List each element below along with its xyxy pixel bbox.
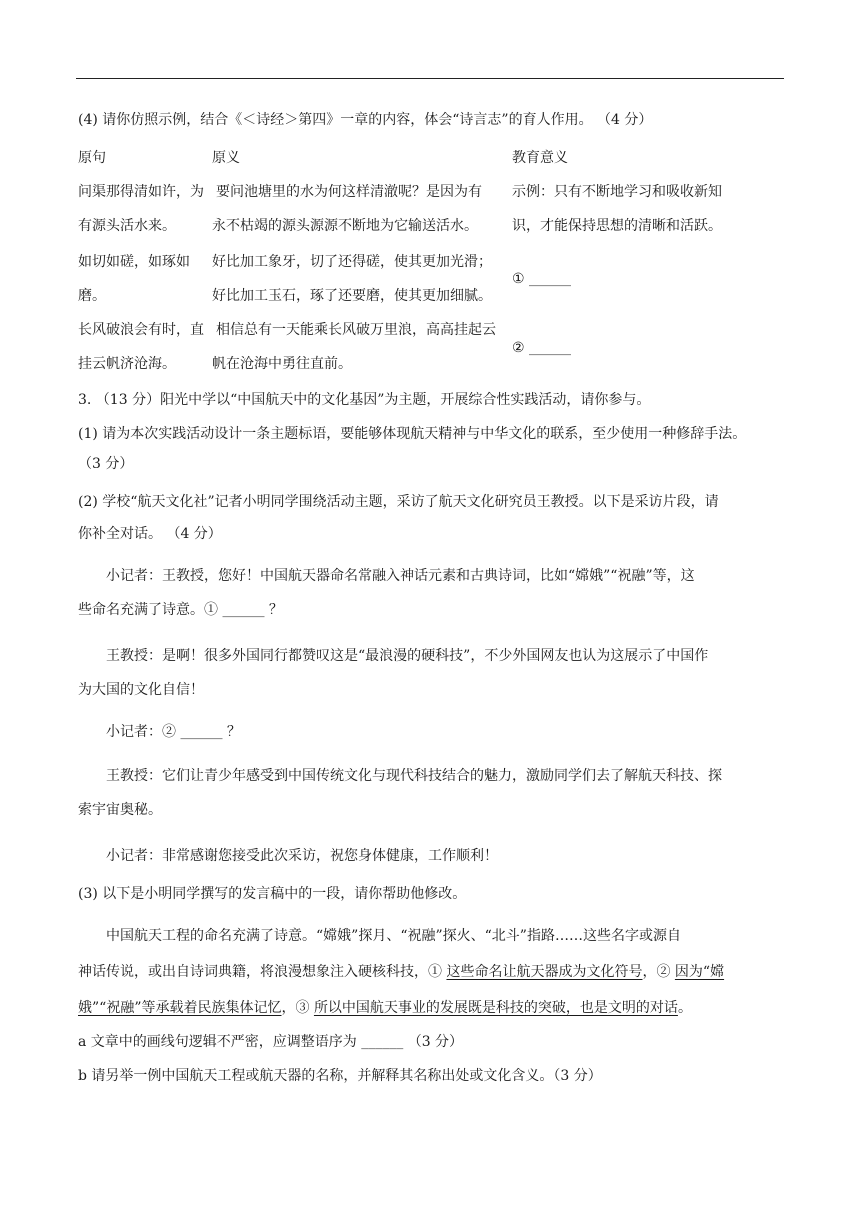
- table-header-meaning: 原义: [212, 150, 240, 166]
- table-cell: 有源头活水来。: [78, 218, 176, 234]
- passage-line-2: [78, 962, 724, 982]
- passage-line-1: 中国航天工程的命名充满了诗意。“嫦娥”探月、“祝融”探火、“北斗”指路……这些名字或源自: [106, 928, 681, 944]
- table-cell: 相信总有一天能乘长风破万里浪，高高挂起云: [216, 322, 496, 338]
- question-b: b 请另举一例中国航天工程或航天器的名称，并解释其名称出处或文化含义。（3 分）: [78, 1068, 602, 1084]
- passage-line-3: [78, 998, 692, 1018]
- dialog-line: 小记者：② ______ ？: [106, 724, 241, 740]
- q4-prompt: (4) 请你仿照示例，结合《＜诗经＞第四》一章的内容，体会“诗言志”的育人作用。 （4 分）: [78, 112, 653, 128]
- dialog-line: 王教授：是啊！很多外国同行都赞叹这是“最浪漫的硬科技”，不少外国网友也认为这展示了中国作: [106, 648, 709, 664]
- answer-blank-2[interactable]: ② ______: [512, 340, 572, 356]
- q3-part1: (1) 请为本次实践活动设计一条主题标语，要能够体现航天精神与中华文化的联系，至少使用一种修辞手法。: [78, 426, 747, 442]
- dialog-line: 王教授：它们让青少年感受到中国传统文化与现代科技结合的魅力，激励同学们去了解航天科技、探: [106, 768, 722, 784]
- table-cell: 帆在沧海中勇往直前。: [212, 356, 352, 372]
- q3-part1-score: （3 分）: [78, 456, 134, 472]
- underlined-sentence-1: 这些命名让航天器成为文化符号: [446, 964, 643, 980]
- q3-title: 3. （13 分）阳光中学以“中国航天中的文化基因”为主题，开展综合性实践活动，请你参与。: [78, 392, 651, 408]
- table-cell: 示例：只有不断地学习和吸收新知: [512, 184, 722, 200]
- table-header-original: 原句: [78, 150, 106, 166]
- dialog-line: 为大国的文化自信！: [78, 682, 204, 698]
- dialog-line: 小记者：王教授，您好！中国航天器命名常融入神话元素和古典诗词，比如“嫦娥”“祝融”等，这: [106, 568, 695, 584]
- q3-part2-cont: 你补全对话。 （4 分）: [78, 526, 222, 542]
- table-cell: 好比加工象牙，切了还得磋，使其更加光滑；: [212, 254, 492, 270]
- passage-text: 神话传说，或出自诗词典籍，将浪漫想象注入硬核科技，①: [78, 964, 447, 980]
- passage-text: 。: [677, 1000, 692, 1016]
- dialog-line: 小记者：非常感谢您接受此次采访，祝您身体健康，工作顺利！: [106, 848, 498, 864]
- underlined-sentence-2: 因为“嫦: [674, 964, 725, 980]
- passage-text: ，②: [642, 964, 675, 980]
- dialog-line: 索宇宙奥秘。: [78, 802, 162, 818]
- answer-blank-1[interactable]: ① ______: [512, 271, 572, 287]
- table-cell: 问渠那得清如许，为: [78, 184, 204, 200]
- table-header-education: 教育意义: [512, 150, 568, 166]
- question-a: a 文章中的画线句逻辑不严密，应调整语序为 ______ （3 分）: [78, 1034, 464, 1050]
- underlined-sentence-2-cont: 娥”“祝融”等承载着民族集体记忆: [78, 1000, 282, 1016]
- table-cell: 如切如磋，如琢如: [78, 254, 190, 270]
- table-cell: 要问池塘里的水为何这样清澈呢？是因为有: [216, 184, 482, 200]
- underlined-sentence-3: 所以中国航天事业的发展既是科技的突破，也是文明的对话: [313, 1000, 678, 1016]
- table-cell: 长风破浪会有时，直: [78, 322, 204, 338]
- table-cell: 挂云帆济沧海。: [78, 356, 176, 372]
- passage-text: ，③: [281, 1000, 314, 1016]
- dialog-line: 些命名充满了诗意。① ______ ？: [78, 602, 283, 618]
- table-cell: 识，才能保持思想的清晰和活跃。: [512, 218, 722, 234]
- table-cell: 好比加工玉石，琢了还要磨，使其更加细腻。: [212, 288, 492, 304]
- q3-part2: (2) 学校“航天文化社”记者小明同学围绕活动主题，采访了航天文化研究员王教授。以下是采访片段，请: [78, 494, 719, 510]
- header-rule: [76, 78, 784, 79]
- table-cell: 永不枯竭的源头源源不断地为它输送活水。: [212, 218, 478, 234]
- table-cell: 磨。: [78, 288, 106, 304]
- q3-part3: (3) 以下是小明同学撰写的发言稿中的一段，请你帮助他修改。: [78, 886, 467, 902]
